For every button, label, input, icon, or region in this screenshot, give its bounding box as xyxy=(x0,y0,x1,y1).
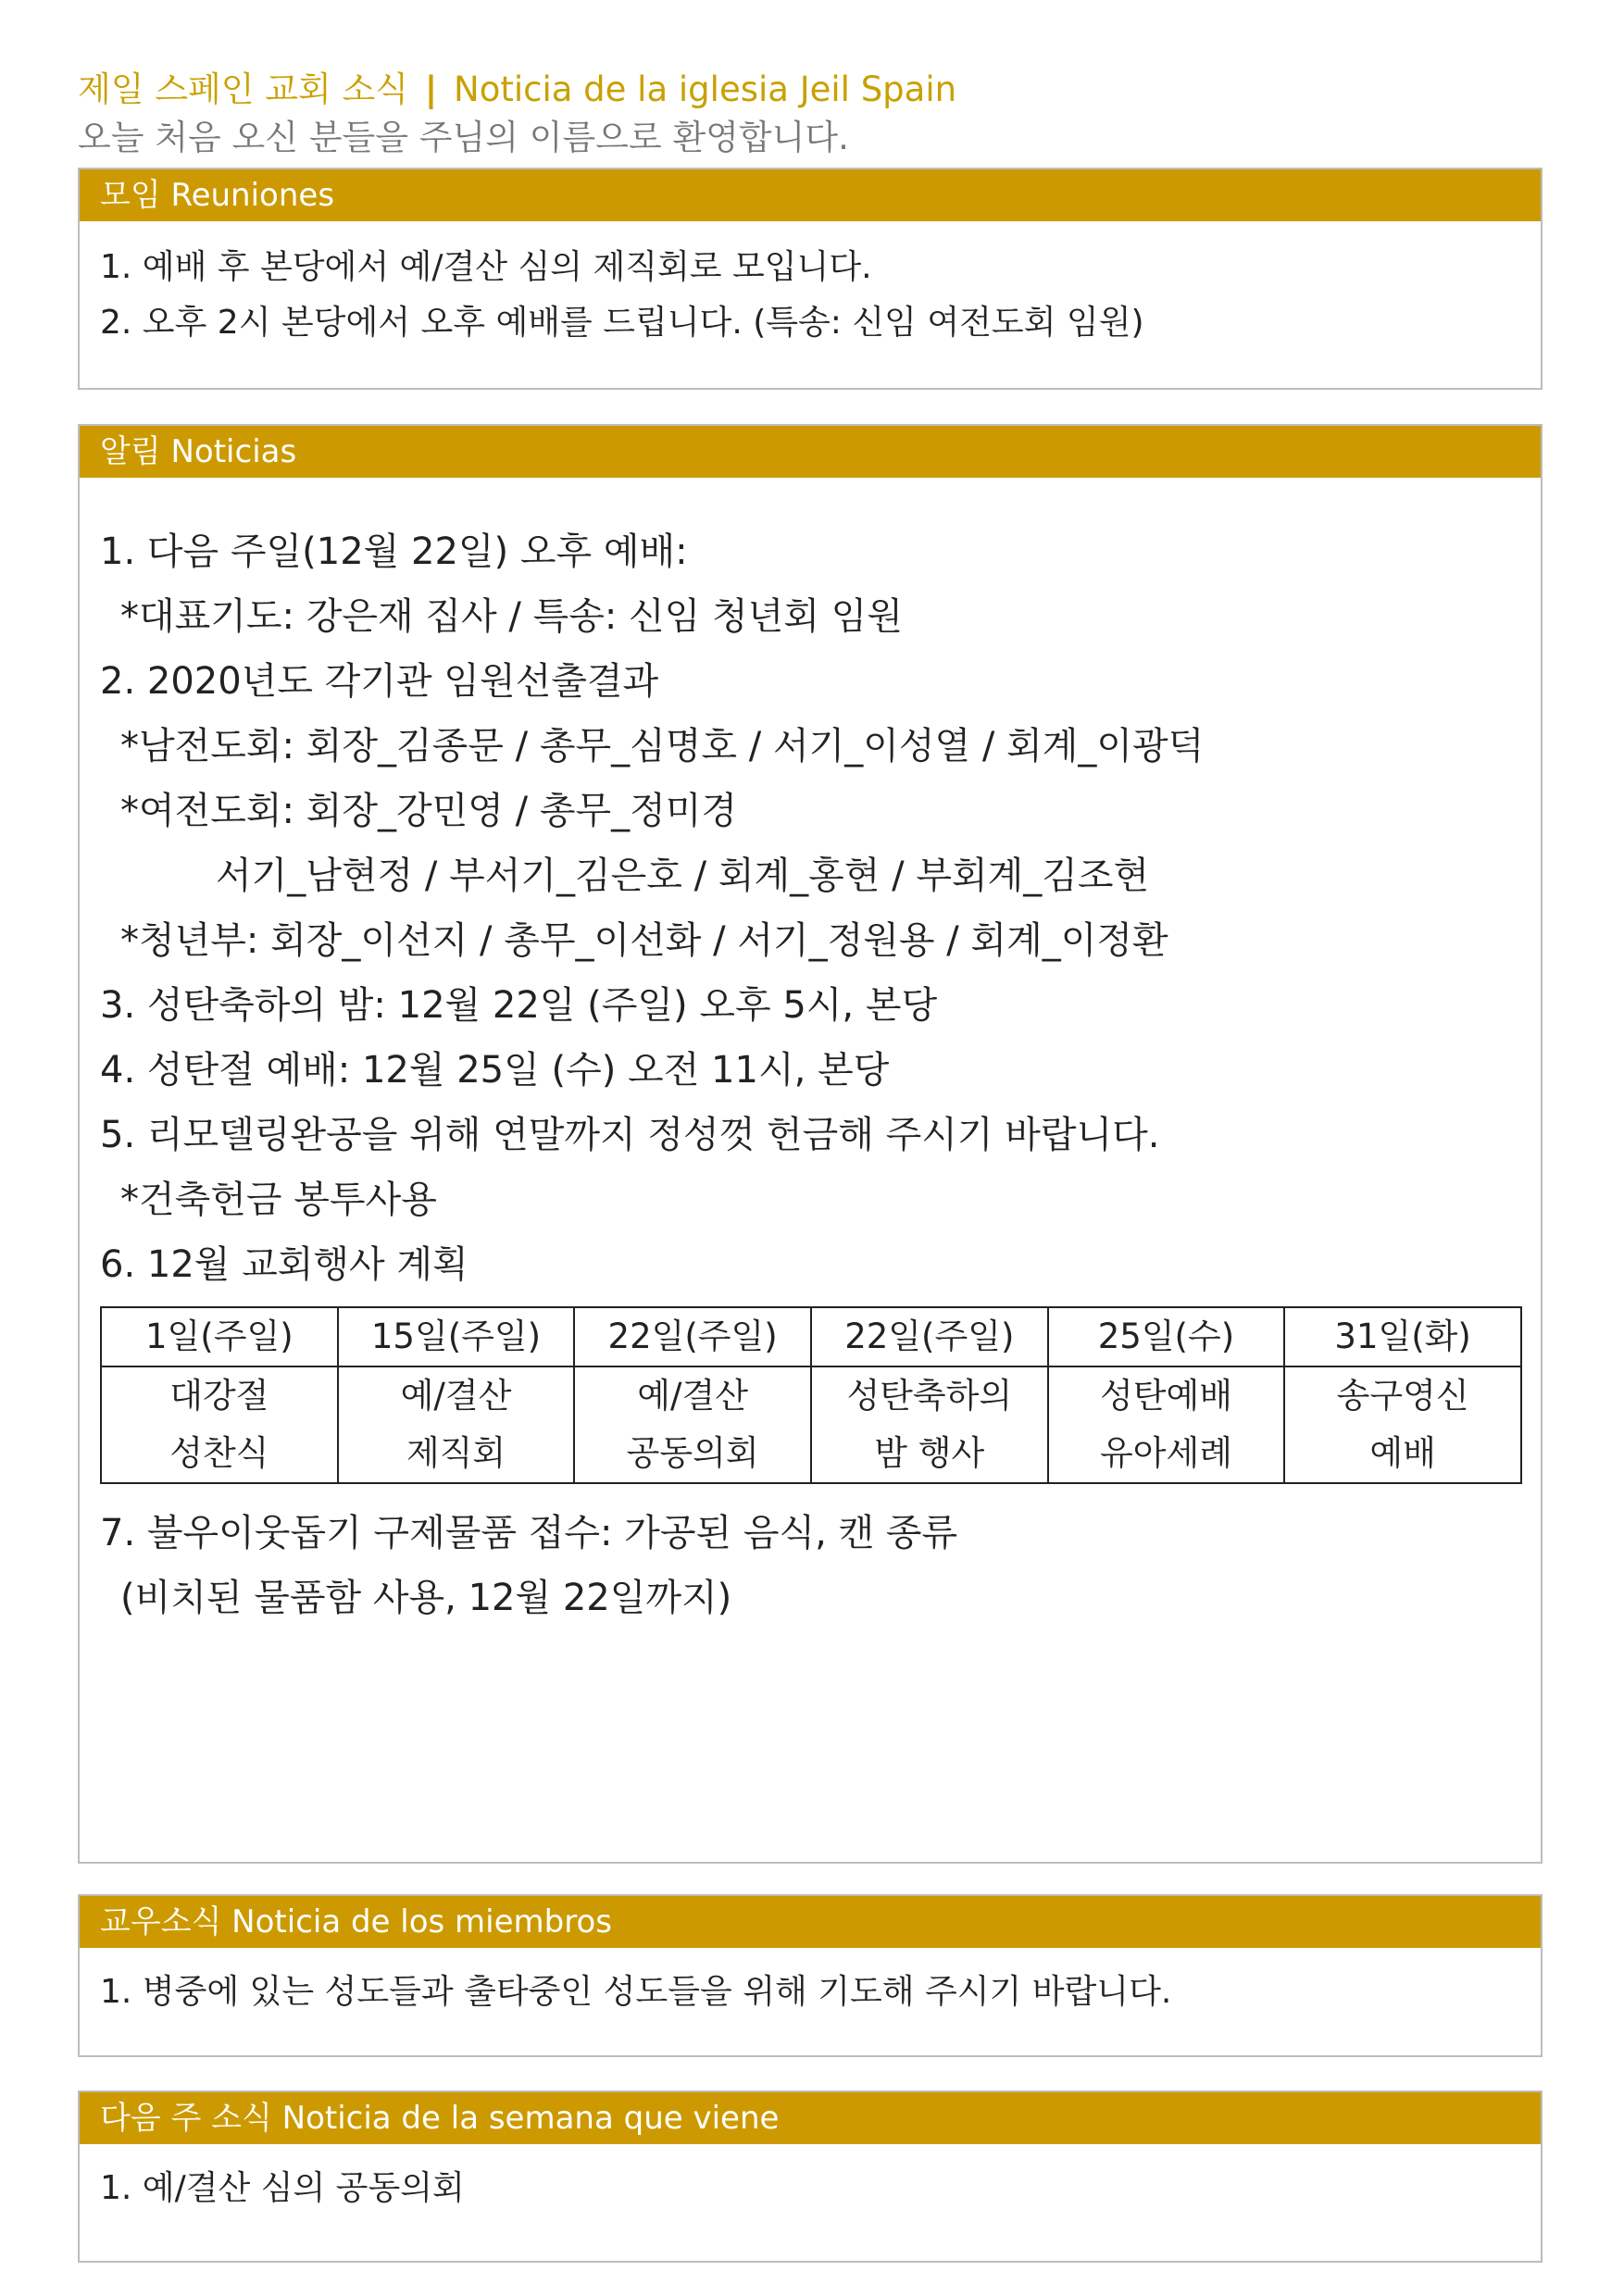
event-name-line: 성탄예배 xyxy=(1099,1376,1232,1416)
meetings-section xyxy=(78,168,1543,390)
notices-section-content xyxy=(80,478,1541,1630)
meeting-item: 2. 오후 2시 본당에서 오후 예배를 드립니다. (특송: 신임 여전도회 임원) xyxy=(100,304,1144,342)
notice-line: 4. 성탄절 예배: 12월 25일 (수) 오전 11시, 본당 xyxy=(100,1049,890,1092)
event-name-line: 대강절 xyxy=(169,1376,269,1416)
event-name-cell xyxy=(574,1366,811,1483)
meetings-section-title: 모임 Reuniones xyxy=(80,169,1541,221)
notice-line: 서기_남현정 / 부서기_김은호 / 회계_홍현 / 부회계_김조현 xyxy=(216,855,1150,897)
members-section xyxy=(78,1894,1543,2057)
notice-line: 1. 다음 주일(12월 22일) 오후 예배: xyxy=(100,530,688,573)
event-date-cell: 22일(주일) xyxy=(574,1307,811,1366)
events-date-row xyxy=(101,1307,1521,1366)
event-date-cell: 1일(주일) xyxy=(101,1307,338,1366)
event-name-line: 제직회 xyxy=(406,1433,506,1473)
december-events-table xyxy=(100,1306,1522,1484)
meeting-item: 1. 예배 후 본당에서 예/결산 심의 제직회로 모입니다. xyxy=(100,248,872,286)
event-name-line: 유아세례 xyxy=(1099,1433,1232,1473)
event-date-cell: 25일(수) xyxy=(1048,1307,1285,1366)
bulletin-title xyxy=(78,67,1559,113)
event-name-cell xyxy=(1284,1366,1521,1483)
event-date-cell: 15일(주일) xyxy=(338,1307,575,1366)
members-section-title: 교우소식 Noticia de los miembros xyxy=(80,1896,1541,1948)
notices-section-title: 알림 Noticias xyxy=(80,426,1541,478)
welcome-message: 오늘 처음 오신 분들을 주님의 이름으로 환영합니다. xyxy=(78,118,849,157)
meetings-section-content xyxy=(80,221,1541,351)
notices-section xyxy=(78,424,1543,1864)
notice-line: 6. 12월 교회행사 계획 xyxy=(100,1243,468,1286)
notice-line: *남전도회: 회장_김종문 / 총무_심명호 / 서기_이성열 / 회계_이광덕 xyxy=(120,725,1205,767)
notice-line: *청년부: 회장_이선지 / 총무_이선화 / 서기_정원용 / 회계_이정환 xyxy=(120,919,1168,962)
next-week-section-title: 다음 주 소식 Noticia de la semana que viene xyxy=(80,2092,1541,2144)
next-week-item: 1. 예/결산 심의 공동의회 xyxy=(100,2169,465,2207)
event-name-line: 성찬식 xyxy=(169,1433,269,1473)
event-name-line: 송구영신 xyxy=(1336,1376,1469,1416)
title-separator: | xyxy=(424,69,438,109)
event-name-line: 예/결산 xyxy=(400,1376,512,1416)
event-name-cell xyxy=(811,1366,1048,1483)
event-name-line: 예배 xyxy=(1369,1433,1436,1473)
event-date-cell: 31일(화) xyxy=(1284,1307,1521,1366)
event-name-line: 성탄축하의 xyxy=(846,1376,1013,1416)
notice-line: (비치된 물품함 사용, 12월 22일까지) xyxy=(120,1577,732,1619)
event-name-line: 공동의회 xyxy=(626,1433,759,1473)
event-name-cell xyxy=(338,1366,575,1483)
event-name-line: 예/결산 xyxy=(637,1376,748,1416)
notice-line: *건축헌금 봉투사용 xyxy=(120,1179,437,1221)
event-name-line: 밤 행사 xyxy=(874,1433,985,1473)
event-date-cell: 22일(주일) xyxy=(811,1307,1048,1366)
event-name-cell xyxy=(1048,1366,1285,1483)
bulletin-header xyxy=(78,67,1559,163)
notice-line: 3. 성탄축하의 밤: 12월 22일 (주일) 오후 5시, 본당 xyxy=(100,984,938,1027)
next-week-section xyxy=(78,2090,1543,2263)
notice-line: *여전도회: 회장_강민영 / 총무_정미경 xyxy=(120,790,738,832)
events-name-row xyxy=(101,1366,1521,1483)
title-spanish: Noticia de la iglesia Jeil Spain xyxy=(454,69,957,109)
notice-line: *대표기도: 강은재 집사 / 특송: 신임 청년회 임원 xyxy=(120,595,903,638)
notice-line: 7. 불우이웃돕기 구제물품 접수: 가공된 음식, 캔 종류 xyxy=(100,1512,958,1554)
notice-line: 2. 2020년도 각기관 임원선출결과 xyxy=(100,660,659,703)
next-week-section-content xyxy=(80,2144,1541,2216)
event-name-cell xyxy=(101,1366,338,1483)
members-item: 1. 병중에 있는 성도들과 출타중인 성도들을 위해 기도해 주시기 바랍니다. xyxy=(100,1973,1172,2011)
notice-line: 5. 리모델링완공을 위해 연말까지 정성껏 헌금해 주시기 바랍니다. xyxy=(100,1114,1160,1156)
title-korean: 제일 스페인 교회 소식 xyxy=(78,69,408,109)
members-section-content xyxy=(80,1948,1541,2020)
